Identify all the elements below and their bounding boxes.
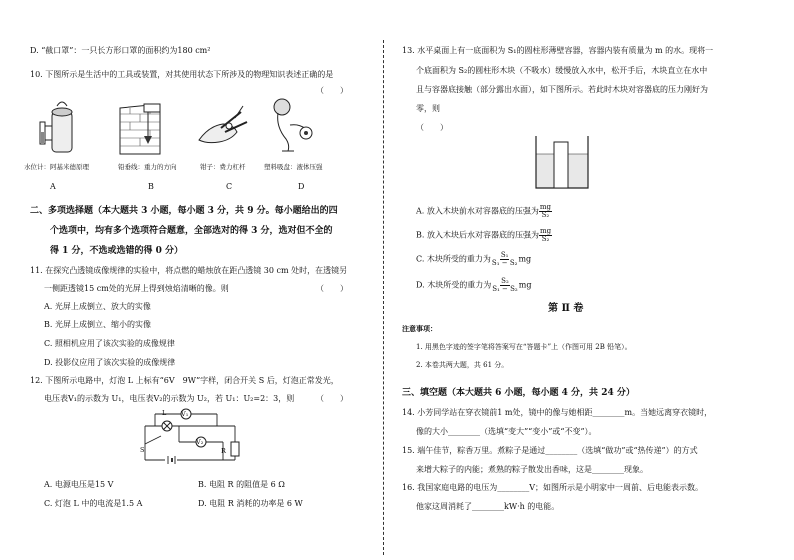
q15-line-1: 15. 端午佳节，粽香万里。煮粽子是通过________（选填“做功”或“热传递”）的方式 [402,446,698,455]
q10-letter-b: B [148,182,154,191]
v1-label: V₁ [181,410,189,418]
q10-caption-b: 铅垂线：重力的方向 [118,163,177,171]
section3-title: 三、填空题（本大题共 6 小题，每小题 4 分，共 24 分） [402,388,635,398]
q12-stem-2: 电压表V₁的示数为 U₁，电压表V₂的示数为 U₂，若 U₁：U₂=2：3，则 [44,394,295,403]
q16-line-2: 他家这周消耗了________kW·h 的电能。 [416,502,560,511]
q11-bracket: （ ） [316,284,348,293]
note-2: 2. 本卷共两大题，共 61 分。 [416,361,509,369]
plumb-line-figure [118,100,168,155]
resistor-label: R [221,447,226,455]
q15-line-2: 来增大粽子的内能；煮熟的粽子散发出香味，这是________现象。 [416,465,648,474]
q13-option-c: C. 木块所受的重力为 $\frac{\text{S₁}}{\text{S₁ − S₂}}$ mg [416,251,532,267]
q13-stem-2: 个底面积为 S₂的圆柱形木块（不吸水）缓慢放入水中，松开手后，木块直立在水中 [416,66,708,75]
q16-line-1: 16. 我国家庭电路的电压为________V；如图所示是小明家中一周前、后电能表示数。 [402,483,704,492]
q14-line-1: 14. 小芳同学站在穿衣镜前1 m处，镜中的像与她相距________m。当她远离穿衣镜时， [402,408,713,417]
q9-option-d: D. “截口罩”：一只长方形口罩的面积约为180 cm² [30,46,211,55]
q10-stem: 10. 下图所示是生活中的工具或装置，对其使用状态下所涉及的物理知识表述正确的是 [30,70,334,79]
q10-letter-a: A [50,182,56,191]
q11-option-d: D. 投影仪应用了该次实验的成像规律 [44,358,176,367]
section2-line3: 得 1 分，不选或选错的得 0 分） [50,246,184,256]
q10-caption-a: 水位计：阿基米德原理 [24,163,89,171]
section2-line2: 个选项中，均有多个选项符合题意，全部选对的得 3 分，选对但不全的 [50,226,333,236]
q11-option-b: B. 光屏上成倒立、缩小的实像 [44,320,151,329]
lamp-label: L [162,409,167,417]
suction-cup-figure [270,97,320,155]
q14-line-2: 像的大小________（选填“变大”“变小”或“不变”）。 [416,427,597,436]
q13-option-d: D. 木块所受的重力为 $\frac{\text{S₂}}{\text{S₁ − S₂}}$ mg [416,277,532,293]
q13-option-b: B. 放入木块后水对容器底的压强为 $\frac{mg}{\text{S₂}}$ [416,227,552,243]
q10-caption-c: 钳子：费力杠杆 [200,163,246,171]
note-1: 1. 用黑色字迹的签字笔将答案写在“答题卡”上（作图可用 2B 铅笔）。 [416,343,632,351]
q12-option-b: B. 电阻 R 的阻值是 6 Ω [198,480,285,489]
q11-stem-2: 一侧距透镜15 cm处的光屏上得到烛焰清晰的像。则 [44,284,229,293]
section2-line1: 二、多项选择题（本大题共 3 小题，每小题 3 分，共 9 分。每小题给出的四 [30,206,338,216]
q11-option-a: A. 光屏上成倒立、放大的实像 [44,302,151,311]
left-column [0,0,382,560]
q13-stem-4: 零，则 [416,104,440,113]
circuit-diagram [135,404,245,470]
q10-bracket: （ ） [316,86,348,95]
notes-title: 注意事项： [402,324,437,333]
water-gauge-figure [38,100,78,155]
q13-stem-1: 13. 水平桌面上有一底面积为 S₁的圆柱形薄壁容器，容器内装有质量为 m 的水。现将一 [402,46,714,55]
q12-option-c: C. 灯泡 L 中的电流是1.5 A [44,499,143,508]
pliers-figure [195,100,250,155]
switch-label: S [140,446,145,454]
q10-letter-d: D [298,182,305,191]
v2-label: V₂ [196,438,204,446]
q10-caption-d: 塑料吸盘：液体压强 [264,163,323,171]
column-divider [383,40,384,555]
q11-option-c: C. 照相机应用了该次实验的成像规律 [44,339,175,348]
part2-title: 第 Ⅱ 卷 [548,303,584,314]
right-column [392,0,794,560]
q12-bracket: （ ） [316,394,348,403]
q13-option-a: A. 放入木块前水对容器底的压强为 $\frac{mg}{\text{S₂}}$ [416,203,551,219]
q13-stem-3: 且与容器底接触（部分露出水面），如下图所示。若此时木块对容器底的压力刚好为 [416,85,708,94]
q13-bracket: （ ） [416,123,448,132]
container-figure [532,132,592,194]
q10-letter-c: C [226,182,233,191]
q12-option-d: D. 电阻 R 消耗的功率是 6 W [198,499,303,508]
q11-stem-1: 11. 在探究凸透镜成像规律的实验中，将点燃的蜡烛放在距凸透镜 30 cm 处时，在透镜另 [30,266,348,275]
q12-option-a: A. 电源电压是15 V [44,480,114,489]
q12-stem-1: 12. 下图所示电路中，灯泡 L 上标有“6V 9W”字样，闭合开关 S 后，灯泡正常发光， [30,376,339,385]
